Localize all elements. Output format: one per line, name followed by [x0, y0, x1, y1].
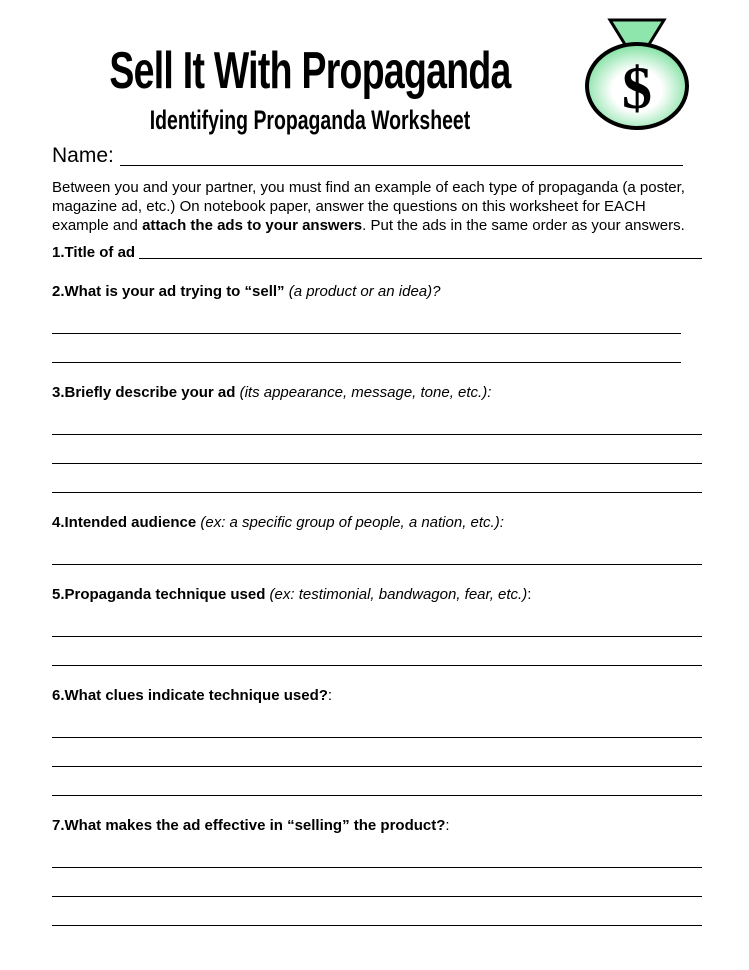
question-6: 6.What clues indicate technique used?: — [52, 687, 333, 704]
answer-line-6c[interactable] — [52, 767, 702, 796]
answer-line-6b[interactable] — [52, 738, 702, 767]
answer-line-2a[interactable] — [52, 301, 681, 334]
question-4-block — [52, 513, 702, 565]
question-2-block — [52, 282, 702, 363]
question-7: 7.What makes the ad effective in “selling” the product?: — [52, 817, 450, 834]
money-bag-icon — [582, 18, 692, 130]
dollar-sign: $ — [622, 55, 652, 121]
question-2: 2.What is your ad trying to “sell” (a product or an idea)? — [52, 283, 441, 300]
answer-line-1[interactable] — [139, 258, 702, 259]
name-field[interactable] — [120, 165, 683, 166]
answer-line-7c[interactable] — [52, 897, 702, 926]
worksheet-subtitle: Identifying Propaganda Worksheet — [149, 105, 471, 135]
name-label: Name: — [52, 144, 114, 167]
question-1: 1.Title of ad — [52, 244, 136, 261]
answer-line-6a[interactable] — [52, 705, 702, 738]
worksheet-body — [52, 178, 702, 926]
question-5: 5.Propaganda technique used (ex: testimonial, bandwagon, fear, etc.): — [52, 586, 532, 603]
answer-line-3a[interactable] — [52, 402, 702, 435]
instructions — [52, 178, 702, 235]
answer-line-7a[interactable] — [52, 835, 702, 868]
worksheet-title: Sell It With Propaganda — [109, 42, 511, 100]
answer-line-3b[interactable] — [52, 435, 702, 464]
answer-line-5a[interactable] — [52, 604, 702, 637]
question-6-block — [52, 686, 702, 796]
name-row — [52, 142, 683, 170]
instructions-emphasis: attach the ads to your answers — [142, 217, 363, 234]
instructions-text-end: . Put the ads in the same order as your answers. — [362, 217, 685, 234]
question-5-block — [52, 585, 702, 666]
answer-line-2b[interactable] — [52, 334, 681, 363]
question-4: 4.Intended audience (ex: a specific group of people, a nation, etc.): — [52, 514, 504, 531]
answer-line-3c[interactable] — [52, 464, 702, 493]
instructions-text: Between you and your partner, you must find an example of each type of propaganda (a poster, magazine ad, etc.) On notebook paper, answer the questions on this worksheet for EACH example and — [52, 179, 685, 234]
question-3: 3.Briefly describe your ad (its appearance, message, tone, etc.): — [52, 384, 492, 401]
answer-line-4[interactable] — [52, 532, 702, 565]
answer-line-5b[interactable] — [52, 637, 702, 666]
answer-line-7b[interactable] — [52, 868, 702, 897]
question-1-row — [52, 243, 702, 262]
question-3-block — [52, 383, 702, 493]
question-7-block — [52, 816, 702, 926]
